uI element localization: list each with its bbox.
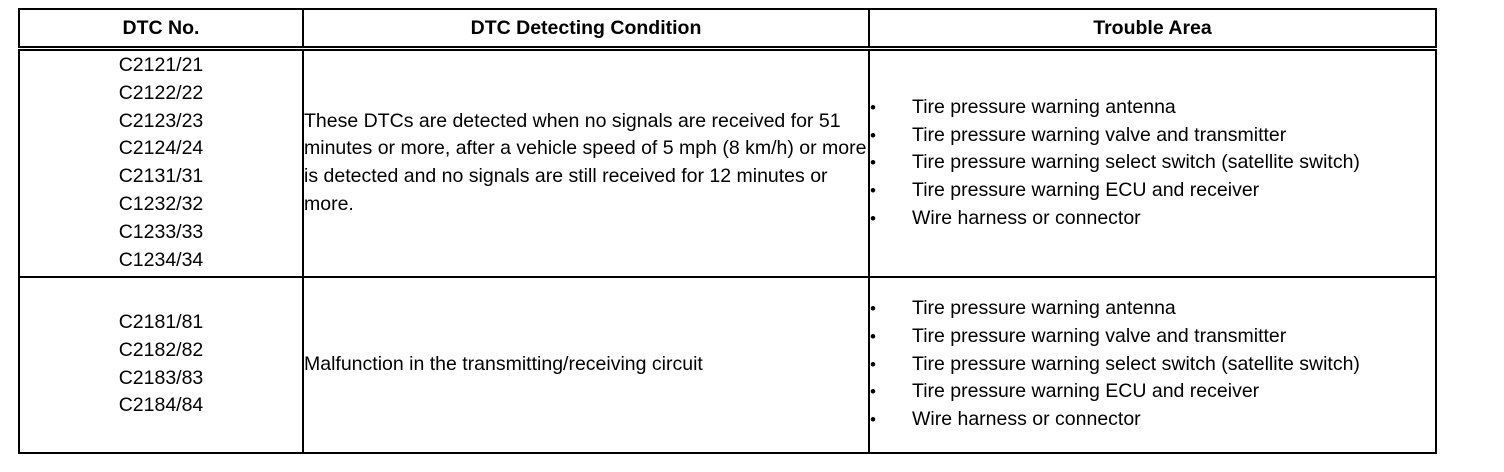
list-item xyxy=(870,378,1435,406)
list-item xyxy=(870,149,1435,177)
dtc-codes-cell xyxy=(19,277,303,453)
dtc-code: C2183/83 xyxy=(118,366,204,389)
trouble-area-text: Tire pressure warning antenna xyxy=(912,95,1176,118)
trouble-area-cell xyxy=(869,49,1436,277)
header-detecting-condition: DTC Detecting Condition xyxy=(303,9,869,49)
dtc-code: C2181/81 xyxy=(118,310,204,333)
header-dtc-no: DTC No. xyxy=(19,9,303,49)
bullet-icon: • xyxy=(870,181,876,201)
trouble-area-text: Wire harness or connector xyxy=(912,206,1141,229)
bullet-icon: • xyxy=(870,354,876,374)
detecting-condition-cell: These DTCs are detected when no signals are received for 51 minutes or more, after a vehicle speed of 5 mph (8 km/h) or more is detected and no signals are still received for 12 minutes or more. xyxy=(303,49,869,277)
trouble-area-text: Tire pressure warning antenna xyxy=(912,297,1176,319)
bullet-icon: • xyxy=(870,97,876,117)
bullet-icon: • xyxy=(870,382,876,402)
dtc-table xyxy=(18,8,1437,454)
trouble-area-cell xyxy=(869,277,1436,453)
trouble-area-text: Wire harness or connector xyxy=(912,408,1141,431)
trouble-area-text: Tire pressure warning select switch (satellite switch) xyxy=(912,352,1360,375)
trouble-area-list xyxy=(870,295,1435,434)
dtc-code: C2122/22 xyxy=(118,81,204,104)
dtc-code: C2182/82 xyxy=(118,338,204,361)
list-item xyxy=(870,177,1435,205)
list-item xyxy=(870,406,1435,434)
trouble-area-text: Tire pressure warning ECU and receiver xyxy=(912,179,1260,202)
dtc-codes-cell xyxy=(19,49,303,277)
dtc-code: C2123/23 xyxy=(118,109,204,132)
bullet-icon: • xyxy=(870,299,876,318)
list-item xyxy=(870,205,1435,233)
dtc-code: C1233/33 xyxy=(118,220,204,243)
bullet-icon: • xyxy=(870,208,876,228)
list-item xyxy=(870,122,1435,150)
list-item xyxy=(870,323,1435,351)
header-trouble-area: Trouble Area xyxy=(869,9,1436,49)
table-row xyxy=(19,49,1436,277)
table-header-row xyxy=(19,9,1436,49)
trouble-area-text: Tire pressure warning valve and transmitter xyxy=(912,123,1287,146)
dtc-code: C2121/21 xyxy=(118,54,204,77)
dtc-code: C1232/32 xyxy=(118,193,204,216)
bullet-icon: • xyxy=(870,153,876,173)
list-item xyxy=(870,94,1435,122)
dtc-code: C2124/24 xyxy=(118,137,204,160)
trouble-area-text: Tire pressure warning ECU and receiver xyxy=(912,380,1260,403)
dtc-code: C2131/31 xyxy=(118,165,204,188)
dtc-code: C1234/34 xyxy=(118,248,204,271)
trouble-area-list xyxy=(870,94,1435,233)
detecting-condition-cell: Malfunction in the transmitting/receiving circuit xyxy=(303,277,869,453)
list-item xyxy=(870,351,1435,379)
bullet-icon: • xyxy=(870,326,876,346)
trouble-area-text: Tire pressure warning select switch (satellite switch) xyxy=(912,151,1360,174)
dtc-code: C2184/84 xyxy=(118,394,204,417)
bullet-icon: • xyxy=(870,125,876,145)
bullet-icon: • xyxy=(870,410,876,430)
table-row xyxy=(19,277,1436,453)
list-item xyxy=(870,295,1435,323)
trouble-area-text: Tire pressure warning valve and transmitter xyxy=(912,324,1287,347)
